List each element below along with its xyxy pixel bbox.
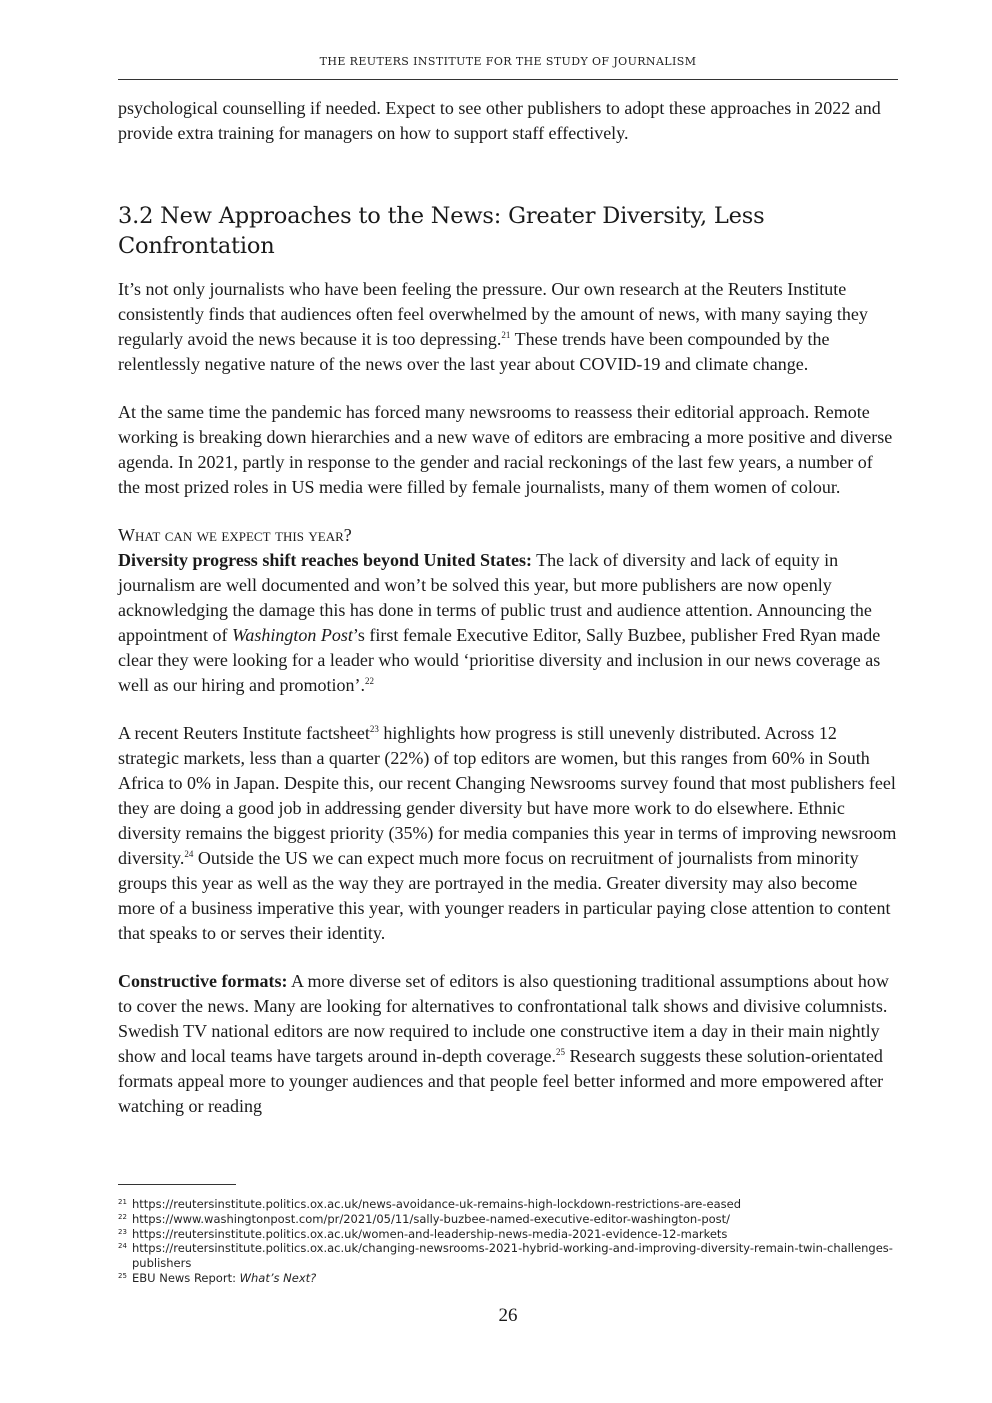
paragraph-3-lead: Diversity progress shift reaches beyond United States: xyxy=(118,550,532,570)
footnote-24 xyxy=(118,1241,898,1271)
footnotes xyxy=(118,1197,898,1286)
footnote-source: EBU News Report: xyxy=(132,1270,240,1285)
footnote-ref-22[interactable]: 22 xyxy=(364,676,374,686)
page-number: 26 xyxy=(498,1305,518,1326)
footnote-link[interactable]: https://reutersinstitute.politics.ox.ac.uk/news-avoidance-uk-remains-high-lockdown-restrictions-are-eased xyxy=(132,1197,741,1211)
footnote-25 xyxy=(118,1271,898,1286)
publication-name: Washington Post xyxy=(231,625,353,645)
footnote-ref-24[interactable]: 24 xyxy=(184,849,194,859)
paragraph-4-text-c: Outside the US we can expect much more focus on recruitment of journalists from minority groups this year as well as the way they are portrayed in the media. Greater diversity may also become more of a business imperative this year, with younger readers in particular paying close attention to content that speaks to or serves their identity. xyxy=(118,848,891,943)
body-text xyxy=(118,96,898,1119)
footnote-ref-25[interactable]: 25 xyxy=(556,1047,566,1057)
paragraph-4-text-a: A recent Reuters Institute factsheet xyxy=(118,723,370,743)
intro-paragraph: psychological counselling if needed. Expect to see other publishers to adopt these approaches in 2022 and provide extra training for managers on how to support staff effectively. xyxy=(118,98,881,143)
footnote-ref-23[interactable]: 23 xyxy=(369,724,379,734)
subheading: What can we expect this year? xyxy=(118,525,352,545)
footnote-link[interactable]: https://www.washingtonpost.com/pr/2021/05/11/sally-buzbee-named-executive-editor-washington-post/ xyxy=(132,1211,731,1226)
paragraph-1-text-a: It’s not only journalists who have been feeling the pressure. Our own research at the Reuters Institute consistently finds that audiences often feel overwhelmed by the amount of news, with many saying they regularly avoid the news because it is too depressing. xyxy=(118,279,868,349)
footnote-number: 22 xyxy=(118,1212,127,1221)
footnote-text xyxy=(132,1271,898,1286)
footnote-title: What’s Next? xyxy=(239,1270,317,1285)
paragraph-5 xyxy=(118,969,898,1119)
paragraph-5-text-b: Research suggests these solution-orientated formats appeal more to younger audiences and that people feel better informed and more empowered after watching or reading xyxy=(118,1046,884,1116)
footnote-link[interactable]: https://reutersinstitute.politics.ox.ac.uk/women-and-leadership-news-media-2021-evidence-12-markets xyxy=(132,1226,728,1241)
footnote-link[interactable]: https://reutersinstitute.politics.ox.ac.uk/changing-newsrooms-2021-hybrid-working-and-improving-diversity-remain-twin-challenges-publishers xyxy=(132,1241,893,1271)
paragraph-1 xyxy=(118,277,898,377)
footnote-number: 24 xyxy=(118,1242,127,1251)
footnote-number: 23 xyxy=(118,1227,127,1236)
footnote-21 xyxy=(118,1197,898,1212)
footnote-rule xyxy=(118,1184,236,1185)
paragraph-1-text-b: These trends have been compounded by the relentlessly negative nature of the news over the last year about COVID-19 and climate change. xyxy=(118,329,830,374)
header-rule xyxy=(118,79,898,80)
paragraph-3 xyxy=(118,548,898,698)
paragraph-5-text-a: A more diverse set of editors is also questioning traditional assumptions about how to cover the news. Many are looking for alternatives to confrontational talk shows and divisive columnists. Swedish TV national editors are now required to include one constructive item a day in their main nightly show and local teams have targets around in-depth coverage. xyxy=(118,971,889,1066)
paragraph-4 xyxy=(118,721,898,946)
footnote-22 xyxy=(118,1212,898,1227)
paragraph-2: At the same time the pandemic has forced many newsrooms to reassess their editorial approach. Remote working is breaking down hierarchies and a new wave of editors are embracing a more positive and diverse agenda. In 2021, partly in response to the gender and racial reckonings of the last few years, a number of the most prized roles in US media were filled by female journalists, many of them women of colour. xyxy=(118,402,893,497)
footnote-number: 21 xyxy=(118,1198,127,1206)
section-title: 3.2 New Approaches to the News: Greater Diversity, Less Confrontation xyxy=(118,203,765,259)
paragraph-3-text-a: The lack of diversity and lack of equity in journalism are well documented and won’t be solved this year, but more publishers are now openly acknowledging the damage this has done in terms of public trust and audience attention. Announcing the appointment of xyxy=(118,550,872,645)
paragraph-3-text-b: ’s first female Executive Editor, Sally Buzbee, publisher Fred Ryan made clear they were looking for a leader who would ‘prioritise diversity and inclusion in our news coverage as well as our hiring and promotion’. xyxy=(118,625,881,695)
running-header: THE REUTERS INSTITUTE FOR THE STUDY OF JOURNALISM xyxy=(319,55,697,68)
paragraph-5-lead: Constructive formats: xyxy=(118,971,288,991)
footnote-23 xyxy=(118,1227,898,1242)
footnote-number: 25 xyxy=(118,1271,127,1280)
paragraph-4-text-b: highlights how progress is still unevenly distributed. Across 12 strategic markets, less than a quarter (22%) of top editors are women, but this ranges from 60% in South Africa to 0% in Japan. Despite this, our recent Changing Newsrooms survey found that most publishers feel they are doing a good job in addressing gender diversity but have more work to do elsewhere. Ethnic diversity remains the biggest priority (35%) for media companies this year in terms of improving newsroom diversity. xyxy=(118,723,897,868)
footnote-ref-21[interactable]: 21 xyxy=(501,330,511,340)
